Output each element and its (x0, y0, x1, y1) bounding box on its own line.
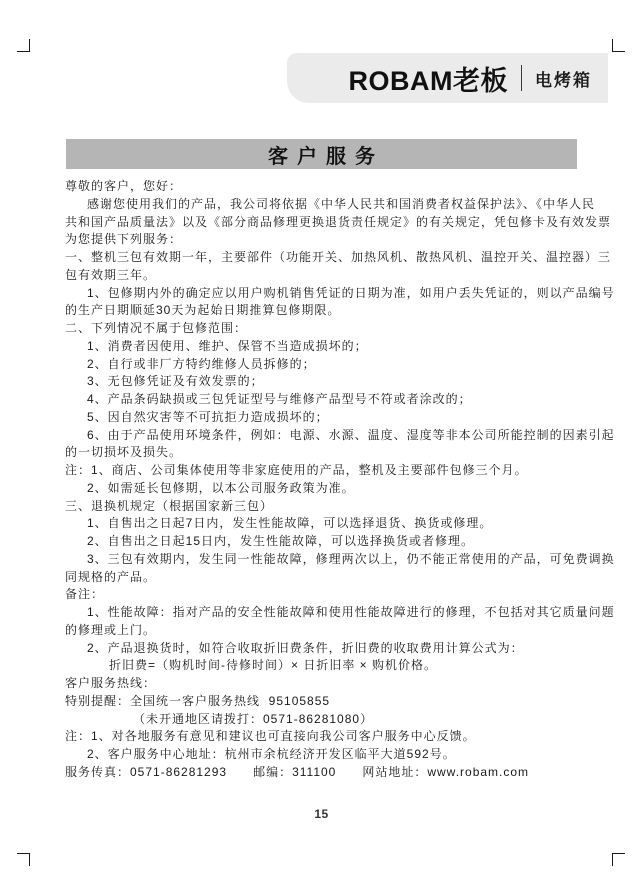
body-line: 注：1、对各地服务有意见和建议也可直接向我公司客户服务中心反馈。 (65, 729, 476, 744)
body-line: 2、自行或非厂方特约维修人员拆修的； (87, 356, 316, 371)
body-line: 一、整机三包有效期一年，主要部件（功能开关、加热风机、散热风机、温控开关、温控器）三 (65, 250, 612, 264)
section-title: 客户服务 (268, 145, 384, 168)
brand-header (287, 53, 608, 103)
body-line: 3、无包修凭证及有效发票的； (87, 374, 264, 389)
body-line: 3、三包有效期内，发生同一性能故障，修理两次以上，仍不能正常使用的产品，可免费调换 (87, 551, 615, 566)
body-line-hotline-alt: （未开通地区请拨打：0571-86281080） (133, 711, 374, 726)
body-line: 1、自售出之日起7日内，发生性能故障，可以选择退货、换货或修理。 (87, 516, 493, 531)
page-number: 15 (314, 807, 329, 821)
body-line: 注：1、商店、公司集体使用等非家庭使用的产品，整机及主要部件包修三个月。 (65, 463, 528, 477)
body-line: 感谢您使用我们的产品，我公司将依据《中华人民共和国消费者权益保护法》、《中华人民 (87, 196, 596, 211)
body-line: 4、产品条码缺损或三包凭证型号与维修产品型号不符或者涂改的； (87, 392, 472, 406)
crop-mark-bottom-left (17, 853, 30, 866)
body-line-formula: 折旧费=（购机时间-待修时间）× 日折旧率 × 购机价格。 (109, 658, 438, 673)
body-text (65, 178, 615, 782)
body-line: 2、自售出之日起15日内，发生性能故障，可以选择换货或者修理。 (87, 534, 475, 548)
brand-divider-line (521, 65, 522, 91)
body-line: 1、消费者因使用、维护、保管不当造成损坏的； (87, 338, 368, 353)
crop-mark-top-left (17, 39, 30, 52)
body-line: 2、如需延长包修期，以本公司服务政策为准。 (87, 480, 355, 495)
body-line: 2、产品退换货时，如符合收取折旧费条件，折旧费的收取费用计算公式为： (87, 640, 524, 655)
section-title-band (66, 139, 577, 169)
body-line: 共和国产品质量法》以及《部分商品修理更换退货责任规定》的有关规定，凭包修卡及有效发票 (65, 214, 612, 229)
body-line: 同规格的产品。 (65, 569, 157, 584)
body-line: 客户服务热线： (65, 676, 157, 690)
body-line: 三、退换机规定（根据国家新三包） (65, 498, 274, 513)
body-line: 包有效期三年。 (65, 267, 157, 282)
body-line: 为您提供下列服务： (65, 232, 183, 247)
body-line-contact: 服务传真：0571-86281293 邮编：311100 网站地址：www.robam.com (65, 764, 530, 779)
brand-logo: ROBAM老板 (348, 65, 508, 96)
body-line-address: 2、客户服务中心地址：杭州市余杭经济开发区临平大道592号。 (87, 747, 456, 761)
crop-mark-bottom-right (612, 853, 625, 866)
body-line: 1、性能故障：指对产品的安全性能故障和使用性能故障进行的修理，不包括对其它质量问题 (87, 605, 615, 619)
body-line-hotline: 特别提醒：全国统一客户服务热线 95105855 (65, 693, 331, 708)
body-line: 备注： (65, 587, 105, 602)
body-line: 尊敬的客户，您好： (65, 179, 183, 193)
body-line: 5、因自然灾害等不可抗拒力造成损坏的； (87, 409, 329, 424)
body-line: 的一切损坏及损失。 (65, 445, 183, 460)
body-line: 的修理或上门。 (65, 622, 157, 637)
body-line: 6、由于产品使用环境条件，例如：电源、水源、温度、湿度等非本公司所能控制的因素引起 (87, 427, 615, 442)
product-name: 电烤箱 (535, 70, 592, 90)
body-line: 二、下列情况不属于包修范围： (65, 321, 248, 335)
body-line: 1、包修期内外的确定应以用户购机销售凭证的日期为准，如用户丢失凭证的，则以产品编号 (87, 285, 615, 300)
crop-mark-top-right (612, 39, 625, 52)
body-line: 的生产日期顺延30天为起始日期推算包修期限。 (65, 303, 341, 318)
